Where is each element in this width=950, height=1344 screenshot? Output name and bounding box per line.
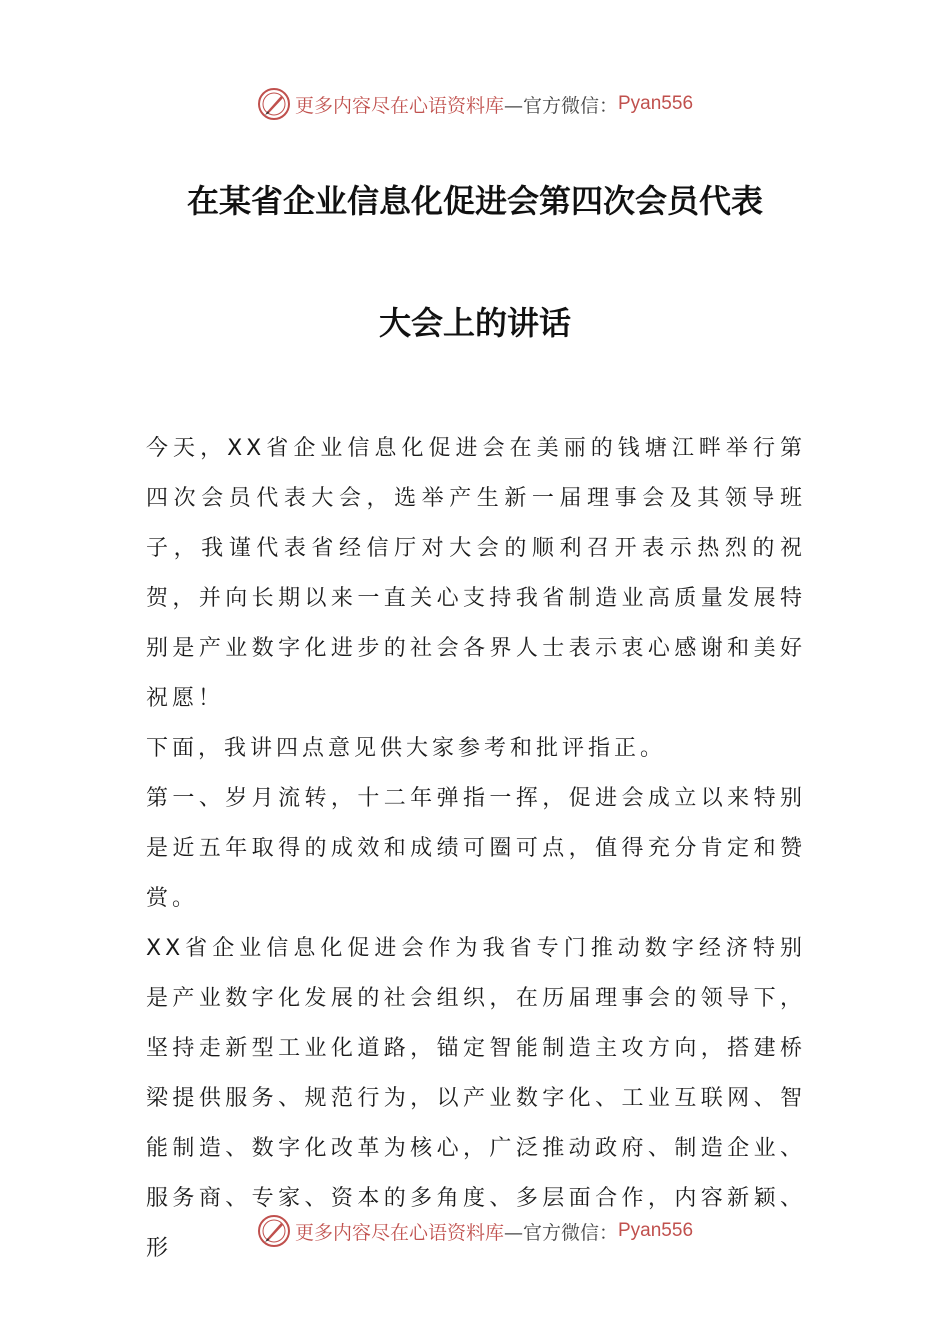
paragraph: 今天，XX省企业信息化促进会在美丽的钱塘江畔举行第四次会员代表大会，选举产生新一届理事会及其领导班子，我谨代表省经信厅对大会的顺利召开表示热烈的祝贺，并向长期以来一直关心支持我省制造业高质量发展特别是产业数字化进步的社会各界人士表示衷心感谢和美好祝愿！ <box>146 436 806 711</box>
watermark-left-text: 更多内容尽在心语资料库 <box>294 1221 504 1244</box>
paragraph: XX省企业信息化促进会作为我省专门推动数字经济特别是产业数字化发展的社会组织，在历届理事会的领导下，坚持走新型工业化道路，锚定智能制造主攻方向，搭建桥梁提供服务、规范行为，以产业数字化、工业互联网、智能制造、数字化改革为核心，广泛推动政府、制造企业、服务商、专家、资本的多角度、多层面合作，内容新颖、形 <box>146 936 806 1261</box>
document-title-line2: 大会上的讲话 <box>378 304 571 342</box>
watermark-left-text: 更多内容尽在心语资料库 <box>294 94 504 117</box>
footer-watermark <box>0 1211 950 1251</box>
watermark-right-text: —官方微信： <box>503 94 618 117</box>
watermark-right-text: —官方微信： <box>503 1221 618 1244</box>
paragraph: 下面，我讲四点意见供大家参考和批评指正。 <box>146 736 667 761</box>
watermark-id-text: Pyan556 <box>618 1220 694 1241</box>
quill-logo-icon <box>257 1214 291 1248</box>
paragraph: 第一、岁月流转，十二年弹指一挥，促进会成立以来特别是近五年取得的成效和成绩可圈可点，值得充分肯定和赞赏。 <box>146 786 806 911</box>
document-title-line1: 在某省企业信息化促进会第四次会员代表 <box>186 182 763 220</box>
header-watermark <box>0 84 950 124</box>
quill-logo-icon <box>257 87 291 121</box>
document-body <box>146 424 806 1274</box>
watermark-id-text: Pyan556 <box>618 93 694 114</box>
